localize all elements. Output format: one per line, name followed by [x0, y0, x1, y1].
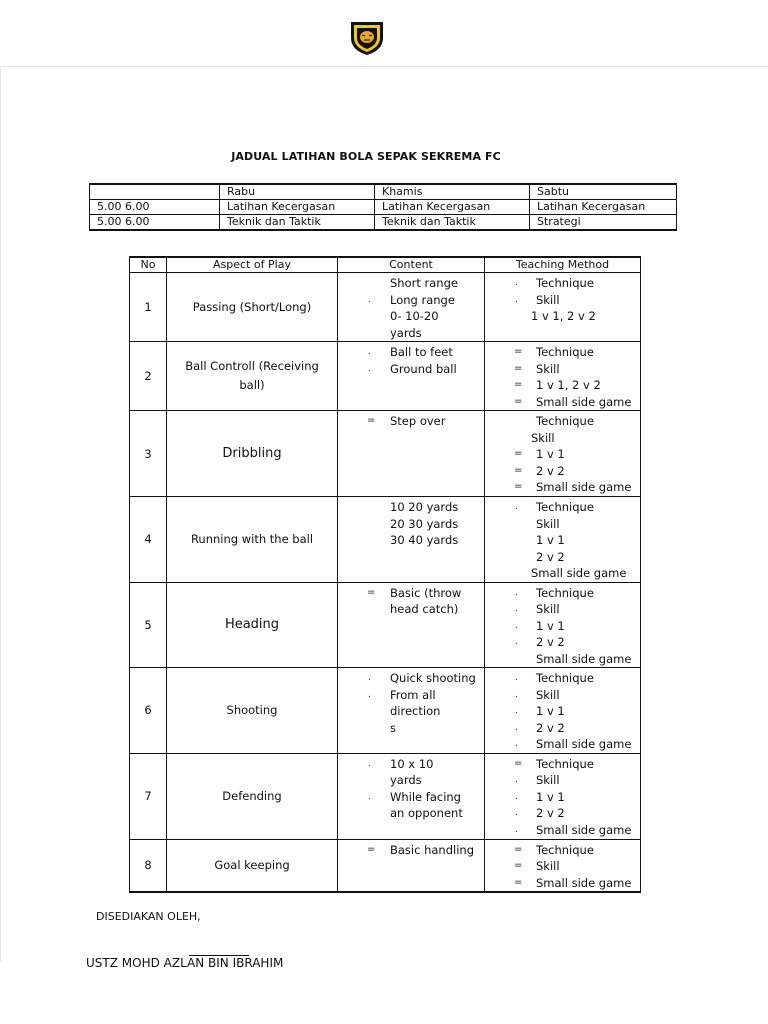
plan-row: [130, 582, 641, 668]
bullet-icon: =: [367, 843, 376, 855]
method-item: [485, 275, 640, 292]
plan-teaching-method: [485, 411, 641, 497]
bullet-icon: =: [514, 346, 523, 357]
method-text: 1 v 1: [536, 447, 565, 461]
method-text: Technique: [536, 585, 594, 600]
plan-header-row: [130, 257, 641, 273]
schedule-cell: Latihan Kecergasan: [375, 200, 530, 215]
method-text: 2 v 2: [536, 463, 565, 478]
content-item: [338, 361, 484, 378]
method-text: Skill: [536, 602, 560, 616]
method-text: 2 v 2: [536, 720, 565, 735]
method-text: 1 v 1: [536, 618, 565, 633]
weekly-schedule-table: [89, 183, 677, 231]
method-text: Small side game: [536, 875, 632, 890]
bullet-icon: =: [514, 448, 523, 459]
method-text: Small side game: [536, 651, 632, 666]
method-item: [485, 703, 640, 720]
bullet-icon: =: [514, 481, 523, 492]
method-text: Small side game: [531, 566, 627, 580]
method-item: [485, 720, 640, 737]
content-text: Long range: [390, 292, 455, 307]
bullet-icon: =: [514, 843, 523, 855]
method-text: Skill: [536, 516, 560, 531]
schedule-row: [90, 215, 677, 231]
plan-header-content: Content: [338, 257, 485, 273]
content-text: s: [390, 720, 396, 735]
plan-aspect: Heading: [167, 582, 338, 668]
method-text: Technique: [536, 500, 594, 514]
content-text: yards: [390, 773, 422, 787]
schedule-cell: Strategi: [530, 215, 677, 231]
method-text: Small side game: [536, 822, 632, 837]
content-text: 10 20 yards: [390, 500, 459, 514]
content-text: From all: [390, 687, 436, 702]
method-text: Technique: [536, 276, 594, 290]
bullet-icon: .: [515, 620, 518, 631]
plan-content: [338, 411, 485, 497]
method-text: Small side game: [536, 394, 632, 409]
schedule-header-rabu: Rabu: [220, 184, 375, 200]
plan-aspect: Ball Controll (Receiving ball): [167, 342, 338, 411]
schedule-row: [90, 200, 677, 215]
plan-header-method: Teaching Method: [485, 257, 641, 273]
schedule-header-khamis: Khamis: [375, 184, 530, 200]
method-item: [485, 516, 640, 533]
plan-content: [338, 497, 485, 583]
plan-row-number: 2: [130, 342, 167, 411]
document-header-bar: [0, 0, 768, 66]
plan-aspect: Running with the ball: [167, 497, 338, 583]
bullet-icon: .: [515, 689, 518, 700]
content-item: [338, 720, 484, 737]
bullet-icon: .: [515, 791, 518, 802]
method-item: [485, 479, 640, 496]
plan-teaching-method: [485, 753, 641, 839]
content-text: 20 30 yards: [390, 516, 459, 531]
method-text: Skill: [536, 361, 560, 376]
content-item: [338, 670, 484, 687]
content-item: [338, 325, 484, 342]
method-item: [485, 789, 640, 806]
signatory-name: USTZ MOHD AZLAN BIN IBRAHIM: [86, 956, 284, 970]
method-text: Technique: [536, 414, 594, 428]
plan-content: [338, 273, 485, 342]
content-text: While facing: [390, 789, 461, 804]
method-item: [485, 601, 640, 618]
plan-row-number: 8: [130, 839, 167, 892]
plan-row-number: 4: [130, 497, 167, 583]
content-item: [338, 687, 484, 704]
plan-header-no: No: [130, 257, 167, 273]
method-text: Small side game: [536, 480, 632, 494]
plan-row: [130, 497, 641, 583]
plan-teaching-method: [485, 273, 641, 342]
content-text: 0- 10-20: [390, 309, 439, 323]
bullet-icon: .: [368, 347, 371, 357]
plan-teaching-method: [485, 582, 641, 668]
method-item: [485, 565, 640, 582]
plan-row-number: 3: [130, 411, 167, 497]
content-item: [338, 292, 484, 309]
schedule-cell: Latihan Kecergasan: [220, 200, 375, 215]
content-item: [338, 772, 484, 789]
method-item: [485, 822, 640, 839]
content-text: Basic handling: [390, 842, 475, 857]
bullet-icon: .: [515, 587, 518, 598]
bullet-icon: .: [368, 689, 371, 700]
content-item: [338, 789, 484, 806]
content-text: Ball to feet: [390, 345, 453, 359]
content-text: Short range: [390, 276, 458, 290]
plan-content: [338, 753, 485, 839]
method-text: 1 v 1, 2 v 2: [536, 378, 601, 392]
plan-teaching-method: [485, 497, 641, 583]
plan-row: [130, 753, 641, 839]
bullet-icon: .: [515, 775, 518, 785]
bullet-icon: .: [368, 363, 371, 374]
bullet-icon: =: [514, 876, 523, 888]
content-text: yards: [390, 325, 422, 340]
plan-row-number: 1: [130, 273, 167, 342]
content-item: [338, 703, 484, 720]
schedule-cell: Latihan Kecergasan: [530, 200, 677, 215]
method-text: Skill: [536, 292, 560, 307]
method-item: [485, 756, 640, 773]
content-item: [338, 413, 484, 430]
method-text: Technique: [536, 842, 594, 857]
document-title: JADUAL LATIHAN BOLA SEPAK SEKREMA FC: [231, 150, 501, 163]
plan-aspect: Shooting: [167, 668, 338, 754]
method-item: [485, 651, 640, 668]
plan-aspect: Passing (Short/Long): [167, 273, 338, 342]
bullet-icon: .: [515, 502, 518, 512]
bullet-icon: .: [515, 604, 518, 614]
content-text: head catch): [390, 602, 459, 616]
method-text: Skill: [536, 859, 560, 873]
bullet-icon: =: [514, 395, 523, 407]
bullet-icon: .: [515, 278, 518, 288]
tiger-crest-icon: [348, 18, 386, 56]
bullet-icon: =: [514, 379, 523, 390]
content-text: Basic (throw: [390, 585, 462, 600]
content-text: direction: [390, 704, 441, 718]
plan-teaching-method: [485, 668, 641, 754]
schedule-cell: Teknik dan Taktik: [375, 215, 530, 231]
method-item: [485, 308, 640, 325]
method-item: [485, 361, 640, 378]
schedule-header-time: [90, 184, 220, 200]
method-text: 1 v 1: [536, 533, 565, 547]
method-item: [485, 532, 640, 549]
content-item: [338, 308, 484, 325]
bullet-icon: =: [367, 586, 376, 598]
bullet-icon: .: [368, 673, 371, 683]
content-text: 10 x 10: [390, 756, 434, 771]
method-item: [485, 772, 640, 789]
method-text: 2 v 2: [536, 549, 565, 564]
plan-row-number: 5: [130, 582, 167, 668]
method-text: 2 v 2: [536, 806, 565, 820]
method-item: [485, 875, 640, 892]
bullet-icon: .: [368, 791, 371, 802]
bullet-icon: .: [368, 294, 371, 305]
method-text: 1 v 1: [536, 704, 565, 718]
method-text: Technique: [536, 345, 594, 359]
method-text: Technique: [536, 671, 594, 685]
plan-row: [130, 839, 641, 892]
content-item: [338, 805, 484, 822]
schedule-time: 5.00 6.00: [90, 200, 220, 215]
content-item: [338, 499, 484, 516]
schedule-header-sabtu: Sabtu: [530, 184, 677, 200]
bullet-icon: .: [515, 824, 518, 835]
plan-aspect: Defending: [167, 753, 338, 839]
method-item: [485, 499, 640, 516]
method-item: [485, 805, 640, 822]
bullet-icon: .: [515, 294, 518, 305]
method-item: [485, 413, 640, 430]
bullet-icon: .: [515, 722, 518, 733]
content-text: an opponent: [390, 806, 463, 820]
content-item: [338, 756, 484, 773]
bullet-icon: =: [514, 362, 523, 374]
method-item: [485, 430, 640, 447]
bullet-icon: .: [515, 739, 518, 749]
method-text: Skill: [536, 773, 560, 787]
method-item: [485, 634, 640, 651]
bullet-icon: =: [514, 860, 523, 871]
plan-row: [130, 342, 641, 411]
content-item: [338, 344, 484, 361]
schedule-header-row: [90, 184, 677, 200]
plan-aspect: Goal keeping: [167, 839, 338, 892]
content-text: Ground ball: [390, 361, 457, 376]
method-item: [485, 463, 640, 480]
method-item: [485, 344, 640, 361]
plan-row: [130, 273, 641, 342]
content-text: Step over: [390, 414, 446, 428]
method-item: [485, 446, 640, 463]
plan-row: [130, 668, 641, 754]
content-item: [338, 532, 484, 549]
plan-teaching-method: [485, 342, 641, 411]
schedule-time: 5.00 6.00: [90, 215, 220, 231]
content-text: Quick shooting: [390, 671, 476, 685]
schedule-cell: Teknik dan Taktik: [220, 215, 375, 231]
content-item: [338, 516, 484, 533]
method-text: 2 v 2: [536, 635, 565, 649]
plan-row-number: 6: [130, 668, 167, 754]
method-item: [485, 858, 640, 875]
bullet-icon: .: [515, 673, 518, 683]
method-item: [485, 394, 640, 411]
method-item: [485, 687, 640, 704]
training-plan-table: [129, 256, 641, 893]
plan-row-number: 7: [130, 753, 167, 839]
prepared-by-label: DISEDIAKAN OLEH,: [96, 910, 201, 923]
method-text: Skill: [536, 687, 560, 702]
bullet-icon: .: [368, 758, 371, 769]
method-item: [485, 585, 640, 602]
method-text: Skill: [531, 430, 555, 445]
bullet-icon: =: [367, 415, 376, 426]
content-item: [338, 842, 484, 859]
method-item: [485, 618, 640, 635]
method-text: 1 v 1, 2 v 2: [531, 309, 596, 323]
content-item: [338, 275, 484, 292]
plan-content: [338, 582, 485, 668]
plan-content: [338, 668, 485, 754]
method-item: [485, 292, 640, 309]
method-item: [485, 377, 640, 394]
plan-aspect: Dribbling: [167, 411, 338, 497]
bullet-icon: .: [515, 637, 518, 647]
method-item: [485, 670, 640, 687]
content-text: 30 40 yards: [390, 533, 459, 547]
method-text: Technique: [536, 756, 594, 771]
bullet-icon: =: [514, 757, 523, 769]
plan-header-aspect: Aspect of Play: [167, 257, 338, 273]
content-item: [338, 585, 484, 602]
bullet-icon: .: [515, 808, 518, 818]
plan-content: [338, 839, 485, 892]
bullet-icon: =: [514, 464, 523, 476]
method-item: [485, 549, 640, 566]
method-item: [485, 842, 640, 859]
method-text: 1 v 1: [536, 789, 565, 804]
method-item: [485, 736, 640, 753]
content-item: [338, 601, 484, 618]
plan-teaching-method: [485, 839, 641, 892]
method-text: Small side game: [536, 737, 632, 751]
plan-row: [130, 411, 641, 497]
plan-content: [338, 342, 485, 411]
page-edge: [0, 67, 1, 962]
bullet-icon: .: [515, 706, 518, 716]
